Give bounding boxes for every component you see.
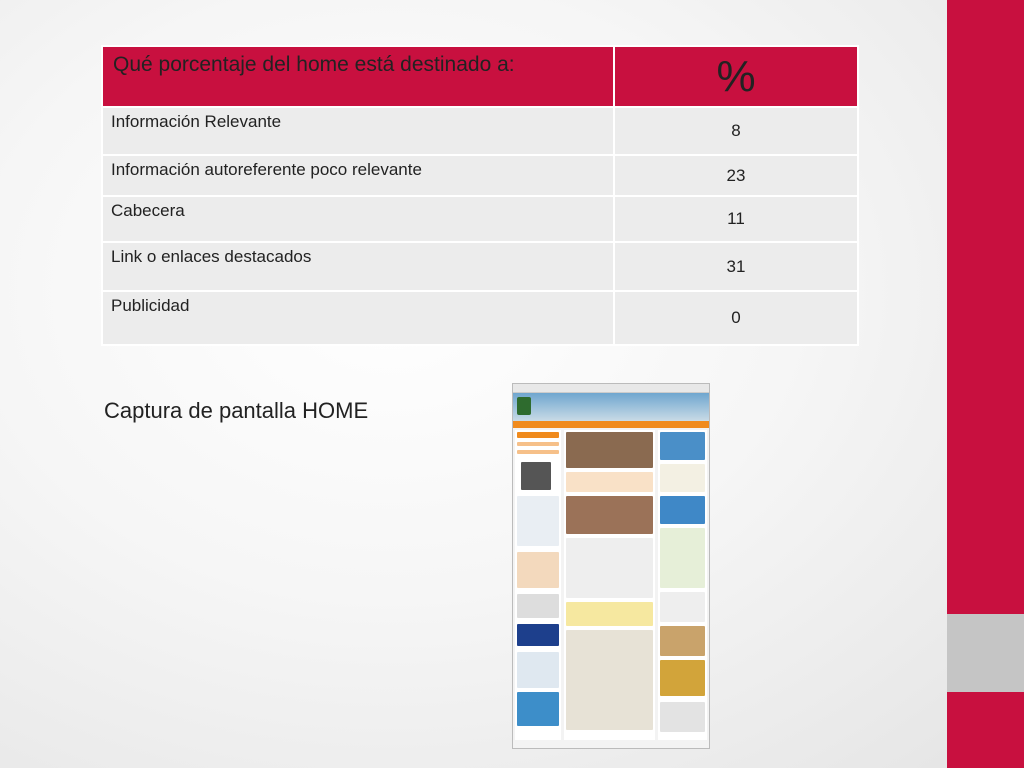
crest-icon — [517, 397, 531, 415]
row-value: 8 — [614, 107, 858, 155]
row-value: 31 — [614, 242, 858, 291]
thumbnail-nav — [513, 421, 709, 428]
side-accent-bar-bottom — [947, 692, 1024, 768]
thumbnail-topbar — [513, 384, 709, 393]
percentage-table — [101, 45, 859, 346]
row-value: 23 — [614, 155, 858, 196]
header-label: Qué porcentaje del home está destinado a: — [102, 46, 614, 107]
table-header-row — [102, 46, 858, 107]
row-label: Link o enlaces destacados — [102, 242, 614, 291]
homepage-screenshot-thumbnail — [512, 383, 710, 749]
thumbnail-left-column — [515, 430, 561, 740]
thumbnail-banner — [513, 393, 709, 421]
row-label: Publicidad — [102, 291, 614, 345]
row-value: 0 — [614, 291, 858, 345]
table-row — [102, 107, 858, 155]
table-row — [102, 196, 858, 242]
row-value: 11 — [614, 196, 858, 242]
row-label: Información autoreferente poco relevante — [102, 155, 614, 196]
row-label: Información Relevante — [102, 107, 614, 155]
row-label: Cabecera — [102, 196, 614, 242]
table-row — [102, 242, 858, 291]
thumbnail-right-column — [658, 430, 707, 740]
side-accent-bar-top — [947, 0, 1024, 614]
side-accent-bar-mid — [947, 614, 1024, 692]
screenshot-caption: Captura de pantalla HOME — [104, 398, 369, 423]
table-row — [102, 155, 858, 196]
table-row — [102, 291, 858, 345]
header-percent-symbol: % — [614, 46, 858, 107]
thumbnail-main-column — [564, 430, 655, 740]
